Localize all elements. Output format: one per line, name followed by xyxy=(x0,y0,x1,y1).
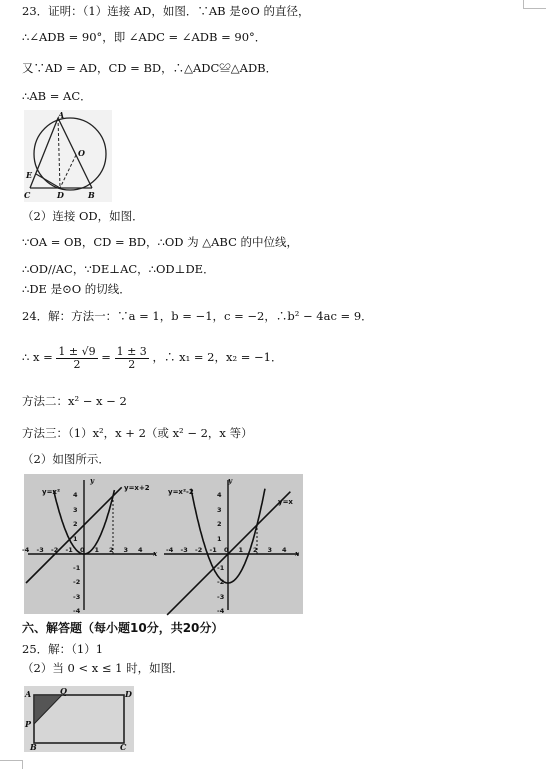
fraction-2-den: 2 xyxy=(128,357,136,371)
label-E: E xyxy=(26,170,33,180)
fraction-2-num: 1 ± 3 xyxy=(116,344,147,358)
p24-method2: 方法二：x² − x − 2 xyxy=(22,394,127,408)
p24-formula xyxy=(22,340,282,374)
formula-suffix: ，∴ x₁ = 2，x₂ = −1． xyxy=(152,350,283,364)
p25-line2: （2）当 0 < x ≤ 1 时，如图． xyxy=(22,661,184,675)
graph_right-x-tick-label: 0 xyxy=(224,546,229,554)
graph_left-x-tick-label: 1 xyxy=(94,546,100,554)
graph-right-y-axis-label: y xyxy=(228,476,233,485)
graph_left-y-tick-label: 2 xyxy=(73,520,78,528)
graph-left-parabola-label: y=x² xyxy=(42,488,61,496)
p25-line1: 25．解：（1）1 xyxy=(22,642,104,656)
graph_right-x-tick-label: 2 xyxy=(253,546,258,554)
label-A: A xyxy=(58,110,65,120)
graph-right-x-axis-label: x xyxy=(295,549,300,558)
graph_left-x-tick-label: 2 xyxy=(109,546,114,554)
graph_left-y-tick-label: 3 xyxy=(73,505,78,514)
graph_right-y-tick-label: 4 xyxy=(217,491,222,499)
graph-right-parabola-label: y=x²-2 xyxy=(168,488,194,496)
graph_left-x-tick-label: -4 xyxy=(22,546,30,554)
fraction-1 xyxy=(56,346,97,371)
graph_left-x-tick-label: 0 xyxy=(80,546,85,554)
graph_left-x-tick-label: -3 xyxy=(36,546,44,554)
graph_right-x-tick-label: -3 xyxy=(180,546,188,554)
rect-label-D: D xyxy=(125,689,132,699)
p24-method3-part2: （2）如图所示． xyxy=(22,452,110,466)
fraction-1-num: 1 ± √9 xyxy=(58,344,96,358)
graph_left-y-tick-label: 1 xyxy=(73,534,78,543)
graph_right-y-tick-label: -3 xyxy=(217,592,225,601)
graph_left-x-tick-label: 3 xyxy=(123,546,129,554)
p23-part2-line1: （2）连接 OD，如图． xyxy=(22,209,144,223)
corner-mark-top xyxy=(523,0,546,9)
graph-left-y-axis-label: y xyxy=(90,476,95,485)
graph_right-x-tick-label: 3 xyxy=(267,546,273,554)
p23-line2: ∴∠ADB = 90°，即 ∠ADC = ∠ADB = 90°． xyxy=(22,30,267,44)
graph-left xyxy=(24,474,160,614)
p24-method3: 方法三：（1）x²，x + 2（或 x² − 2，x 等） xyxy=(22,426,253,440)
graph_left-x-tick-label: 4 xyxy=(138,546,143,554)
graph_right-x-tick-label: -1 xyxy=(209,546,217,554)
graph_right-y-tick-label: 3 xyxy=(217,505,222,514)
p23-line4: ∴AB = AC． xyxy=(22,89,92,103)
graph_right-y-tick-label: -4 xyxy=(217,607,225,615)
graph_right-x-tick-label: -2 xyxy=(195,546,203,554)
graph_left-y-tick-label: -1 xyxy=(73,563,81,572)
graph_right-y-tick-label: -2 xyxy=(217,578,225,586)
formula-prefix: ∴ x = xyxy=(22,350,53,364)
label-O: O xyxy=(78,148,85,158)
formula-eq: = xyxy=(101,350,111,364)
graph-right xyxy=(160,474,303,614)
graph_left-x-tick-label: -1 xyxy=(65,546,73,554)
rectangle-figure xyxy=(24,686,134,752)
circle-figure xyxy=(24,110,112,202)
rect-label-B: B xyxy=(30,742,37,752)
p23-line3: 又∵AD = AD，CD = BD，∴△ADC≌△ADB． xyxy=(22,61,278,75)
p24-line1: 24．解：方法一：∵a = 1，b = −1，c = −2，∴b² − 4ac = 9． xyxy=(22,309,373,323)
graph_left-y-tick-label: -3 xyxy=(73,592,81,601)
p23-part2-line3: ∴OD//AC，∵DE⊥AC，∴OD⊥DE． xyxy=(22,262,215,276)
p23-part2-line2: ∵OA = OB，CD = BD，∴OD 为 △ABC 的中位线， xyxy=(22,235,299,249)
label-C: C xyxy=(24,190,31,200)
graph_left-y-tick-label: -4 xyxy=(73,607,81,615)
fraction-1-den: 2 xyxy=(73,357,81,371)
graph_right-y-tick-label: 2 xyxy=(217,520,222,528)
rect-label-Q: Q xyxy=(60,686,67,696)
graph_right-y-tick-label: 1 xyxy=(217,534,222,543)
rect-label-C: C xyxy=(120,742,127,752)
graph_right-y-tick-label: -1 xyxy=(217,563,225,572)
fraction-2 xyxy=(115,346,149,371)
graph-left-line-label: y=x+2 xyxy=(124,484,150,492)
label-D: D xyxy=(57,190,64,200)
corner-mark-bottom xyxy=(0,760,23,769)
graph_left-y-tick-label: 4 xyxy=(73,491,78,499)
rect-label-P: P xyxy=(25,719,32,729)
graph-right-line-label: y=x xyxy=(278,498,293,506)
label-B: B xyxy=(88,190,95,200)
graph_right-x-tick-label: 1 xyxy=(238,546,244,554)
p23-line1: 23．证明：（1）连接 AD，如图．∵AB 是⊙O 的直径， xyxy=(22,4,310,18)
graph-left-x-axis-label: x xyxy=(153,549,158,558)
p23-part2-line4: ∴DE 是⊙O 的切线． xyxy=(22,282,131,296)
graph_right-x-tick-label: 4 xyxy=(282,546,287,554)
graph_left-y-tick-label: -2 xyxy=(73,578,81,586)
graph_left-x-tick-label: -2 xyxy=(51,546,59,554)
graph_right-x-tick-label: -4 xyxy=(166,546,174,554)
section-6-heading: 六、解答题（每小题10分，共20分） xyxy=(22,621,224,635)
rect-label-A: A xyxy=(25,689,32,699)
